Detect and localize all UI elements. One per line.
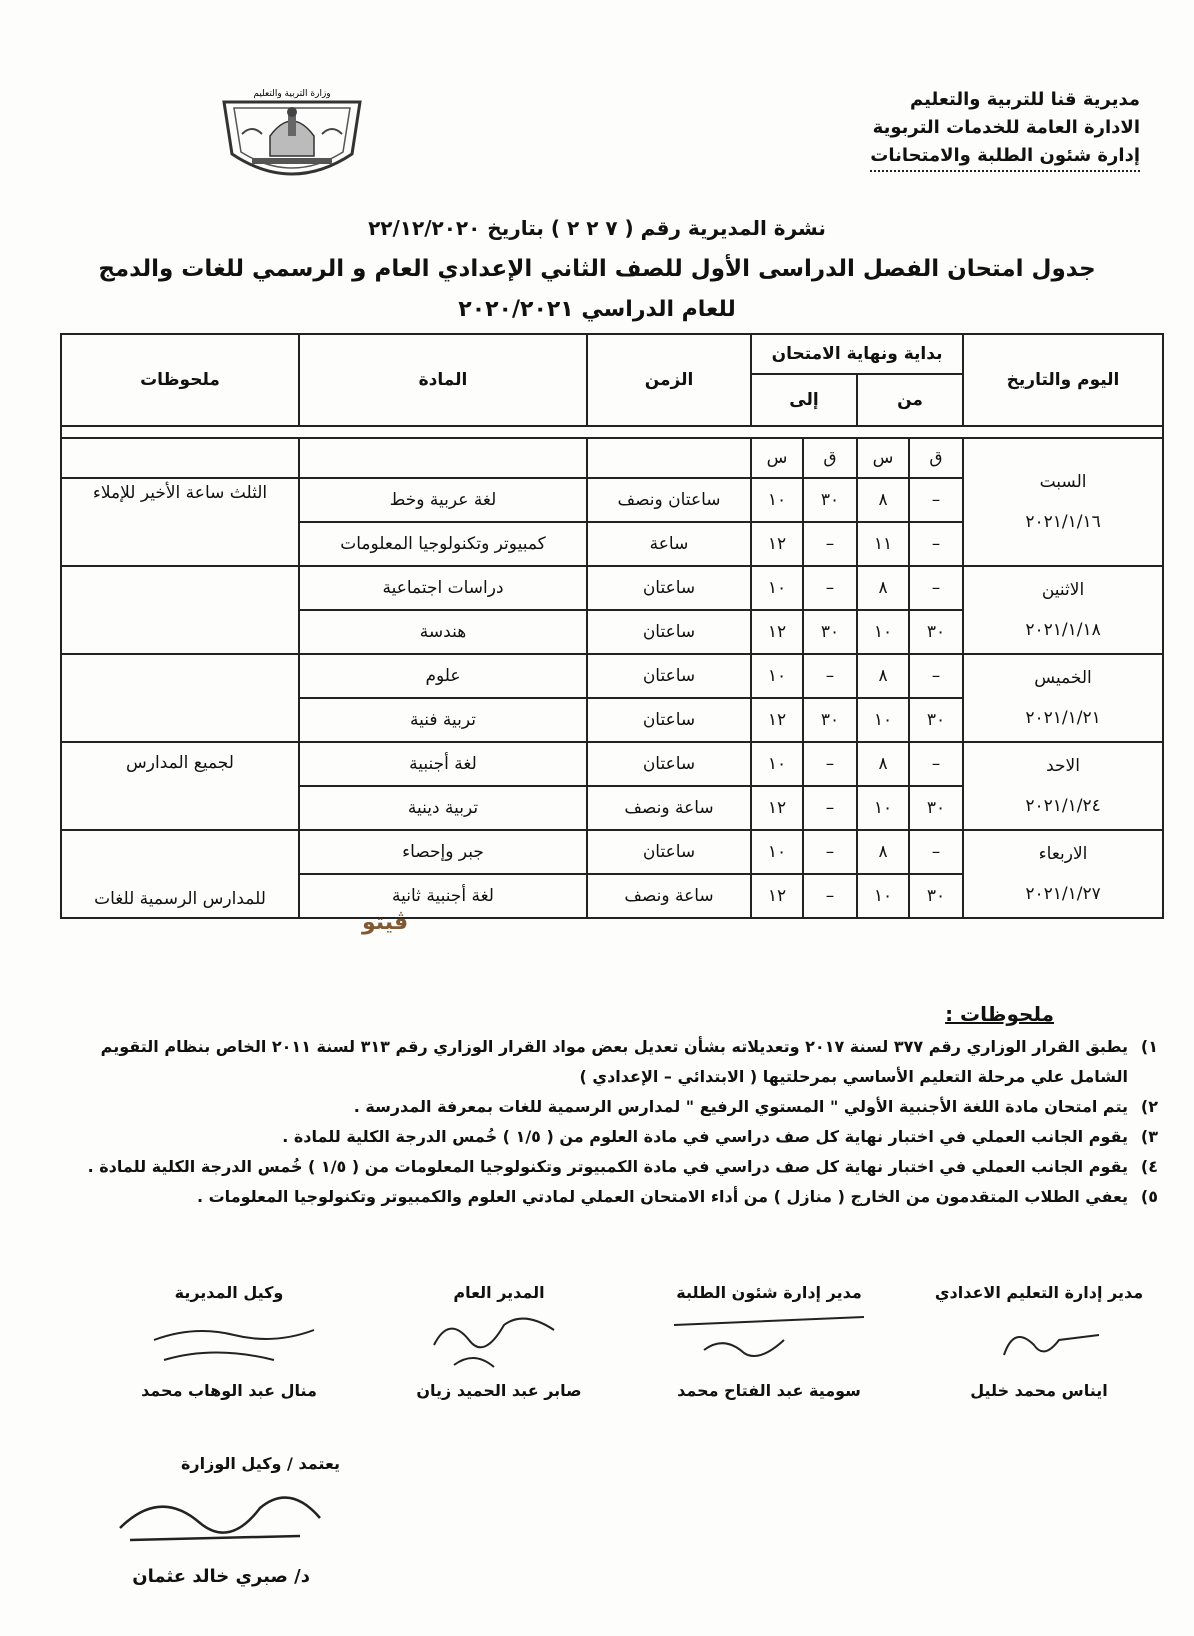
to-minutes: – [803,786,857,830]
handwritten-signature [394,1305,604,1375]
to-hour: ١٠ [751,830,803,874]
day-date: ٢٠٢١/١/٢٤ [1025,796,1101,816]
subject: لغة عربية وخط [299,478,587,522]
to-hour: ١٠ [751,478,803,522]
note-item [40,1182,1158,1212]
note-number: ٣) [1140,1127,1158,1146]
logo-caption: وزارة التربية والتعليم [253,89,331,99]
from-hour: ١٠ [857,698,909,742]
from-hour: ١٠ [857,786,909,830]
row-note [61,566,299,654]
to-minutes: ٣٠ [803,478,857,522]
unit-q: ق [909,438,963,478]
duration: ساعة [587,522,751,566]
note-number: ٢) [1140,1097,1158,1116]
from-hour: ٨ [857,830,909,874]
day-cell [963,654,1163,742]
row-note: لجميع المدارس [61,742,299,830]
to-hour: ١٢ [751,698,803,742]
from-minutes: – [909,654,963,698]
to-minutes: ٣٠ [803,698,857,742]
signature-name: ايناس محمد خليل [970,1381,1108,1400]
handwritten-signature [100,1478,340,1558]
from-hour: ١١ [857,522,909,566]
subject: لغة أجنبية [299,742,587,786]
header-from: من [857,374,963,426]
header-duration: الزمن [587,334,751,426]
from-minutes: – [909,830,963,874]
to-minutes: – [803,742,857,786]
table-row [61,742,1163,786]
header-subject: المادة [299,334,587,426]
day-name: الاحد [1046,756,1080,776]
from-minutes: ٣٠ [909,698,963,742]
letterhead-line-1: مديرية قنا للتربية والتعليم [910,89,1140,110]
from-hour: ٨ [857,654,909,698]
duration: ساعتان [587,566,751,610]
duration: ساعة ونصف [587,786,751,830]
to-hour: ١٠ [751,654,803,698]
note-number: ٥) [1140,1187,1158,1206]
unit-q: ق [803,438,857,478]
to-hour: ١٠ [751,566,803,610]
header-day-date: اليوم والتاريخ [963,334,1163,426]
subject: جبر وإحصاء [299,830,587,874]
row-note: الثلث ساعة الأخير للإملاء [61,478,299,566]
letterhead [850,86,1140,172]
header-to: إلى [751,374,857,426]
row-note: للمدارس الرسمية للغات [61,830,299,918]
to-minutes: – [803,654,857,698]
table-row [61,830,1163,874]
from-hour: ١٠ [857,874,909,918]
duration: ساعتان [587,654,751,698]
document-titles [60,208,1134,330]
to-hour: ١٢ [751,610,803,654]
day-date: ٢٠٢١/١/٢١ [1025,708,1101,728]
note-text: يعفي الطلاب المتقدمون من الخارج ( منازل ) من أداء الامتحان العملي لمادتي العلوم والكمبيوتر وتكنولوجيا المعلومات . [196,1187,1128,1206]
note-text: يطبق القرار الوزاري رقم ٣٧٧ لسنة ٢٠١٧ وتعديلاته بشأن تعديل بعض مواد القرار الوزاري رقم ٣١٣ لسنة ٢٠١١ الخاص بنظام التقويم الشامل علي مرحلة التعليم الأساسي بمرحلتيها ( الابتدائي – الإعدادي ) [100,1037,1128,1086]
signature-title: مدير إدارة شئون الطلبة [676,1283,862,1302]
subject: علوم [299,654,587,698]
table-row [61,654,1163,698]
from-minutes: ٣٠ [909,610,963,654]
duration: ساعتان [587,698,751,742]
letterhead-line-3-text: إدارة شئون الطلبة والامتحانات [870,142,1140,172]
from-hour: ٨ [857,478,909,522]
note-item [40,1092,1158,1122]
signatures [40,1283,1154,1433]
exam-schedule-table [60,333,1164,919]
day-date: ٢٠٢١/١/١٨ [1025,620,1101,640]
note-item [40,1032,1158,1092]
day-name: الخميس [1034,668,1092,688]
day-cell [963,438,1163,566]
from-hour: ٨ [857,742,909,786]
approval-name: د/ صبري خالد عثمان [132,1566,310,1587]
day-cell [963,742,1163,830]
ministry-logo [212,84,372,192]
signature-title: المدير العام [453,1283,545,1302]
unit-s: س [857,438,909,478]
header-notes: ملحوظات [61,334,299,426]
note-text: يتم امتحان مادة اللغة الأجنبية الأولي " المستوي الرفيع " لمدارس الرسمية للغات بمعرفة المدرسة . [353,1097,1128,1116]
letterhead-line-2: الادارة العامة للخدمات التربوية [872,117,1140,138]
from-minutes: ٣٠ [909,786,963,830]
to-minutes: – [803,566,857,610]
from-minutes: – [909,566,963,610]
from-minutes: – [909,742,963,786]
signature-name: سومية عبد الفتاح محمد [677,1381,861,1400]
subject: كمبيوتر وتكنولوجيا المعلومات [299,522,587,566]
duration: ساعة ونصف [587,874,751,918]
duration: ساعتان [587,610,751,654]
subject: لغة أجنبية ثانية [299,874,587,918]
approval-block [100,1454,340,1587]
note-number: ١) [1140,1037,1158,1056]
bulletin-line: نشرة المديرية رقم ( ٧ ٢ ٢ ) بتاريخ ٢٢/١٢/٢٠٢٠ [368,216,826,240]
handwritten-signature [934,1305,1144,1375]
signature-title: وكيل المديرية [174,1283,284,1302]
academic-year: للعام الدراسي ٢٠٢٠/٢٠٢١ [458,297,736,322]
handwritten-signature [124,1305,334,1375]
subject: تربية فنية [299,698,587,742]
day-date: ٢٠٢١/١/١٦ [1025,512,1101,532]
row-note [61,654,299,742]
handwritten-signature [664,1305,874,1375]
letterhead-line-3 [850,142,1140,172]
to-hour: ١٢ [751,522,803,566]
notes-list [40,1032,1158,1212]
day-name: السبت [1039,472,1087,492]
note-text: يقوم الجانب العملي في اختبار نهاية كل صف دراسي في مادة العلوم من ( ١/٥ ) خُمس الدرجة الكلية للمادة . [282,1127,1128,1146]
signature-title: مدير إدارة التعليم الاعدادي [934,1283,1144,1302]
signature-name: صابر عبد الحميد زيان [416,1381,582,1400]
from-minutes: – [909,522,963,566]
to-hour: ١٢ [751,874,803,918]
duration: ساعتان ونصف [587,478,751,522]
subject: دراسات اجتماعية [299,566,587,610]
to-minutes: – [803,522,857,566]
note-item [40,1152,1158,1182]
note-item [40,1122,1158,1152]
note-text: يقوم الجانب العملي في اختبار نهاية كل صف دراسي في مادة الكمبيوتر وتكنولوجيا المعلومات من ( ١/٥ ) خُمس الدرجة الكلية للمادة . [87,1157,1128,1176]
day-name: الاثنين [1041,580,1085,600]
header-start-end: بداية ونهاية الامتحان [751,334,963,374]
to-minutes: – [803,874,857,918]
from-hour: ١٠ [857,610,909,654]
from-hour: ٨ [857,566,909,610]
note-number: ٤) [1140,1157,1158,1176]
to-minutes: ٣٠ [803,610,857,654]
notes-title: ملحوظات : [945,1002,1054,1026]
subject: هندسة [299,610,587,654]
approval-title: يعتمد / وكيل الوزارة [180,1454,340,1473]
unit-s: س [751,438,803,478]
day-cell [963,566,1163,654]
day-name: الاربعاء [1038,844,1088,864]
duration: ساعتان [587,830,751,874]
day-date: ٢٠٢١/١/٢٧ [1025,884,1101,904]
to-hour: ١٢ [751,786,803,830]
watermark: ڤيتو [362,910,409,935]
to-minutes: – [803,830,857,874]
subject: تربية دينية [299,786,587,830]
from-minutes: ٣٠ [909,874,963,918]
table-row [61,566,1163,610]
day-cell [963,830,1163,918]
main-title: جدول امتحان الفصل الدراسى الأول للصف الثاني الإعدادي العام و الرسمي للغات والدمج [98,256,1096,282]
to-hour: ١٠ [751,742,803,786]
from-minutes: – [909,478,963,522]
duration: ساعتان [587,742,751,786]
signature-name: منال عبد الوهاب محمد [141,1381,317,1400]
